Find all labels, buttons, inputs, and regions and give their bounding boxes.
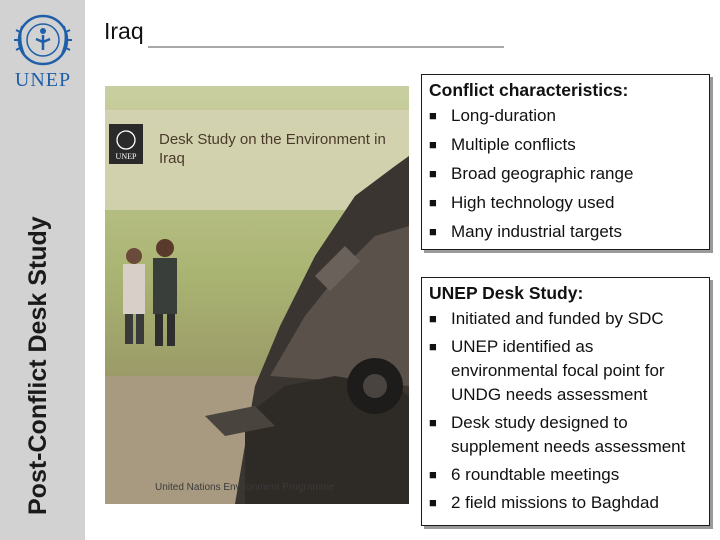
bullet-icon: ■ <box>429 339 437 354</box>
side-band <box>0 0 85 540</box>
list-item: ■ Multiple conflicts <box>429 133 701 157</box>
cover-footer: United Nations Environment Programme <box>155 482 335 493</box>
bullet-icon: ■ <box>429 224 437 239</box>
bullet-icon: ■ <box>429 495 437 510</box>
list-item: ■ Many industrial targets <box>429 220 701 244</box>
unep-desk-study-box <box>421 277 710 526</box>
bullet-icon: ■ <box>429 166 437 181</box>
conflict-characteristics-heading: Conflict characteristics: <box>429 80 629 100</box>
heading-rule <box>148 46 504 48</box>
report-cover-image <box>105 86 409 504</box>
unep-logo-text: UNEP <box>14 69 72 91</box>
list-item: ■ High technology used <box>429 191 701 215</box>
list-item: ■ 6 roundtable meetings <box>429 463 701 487</box>
bullet-icon: ■ <box>429 195 437 210</box>
conflict-characteristics-list <box>429 104 701 244</box>
unep-desk-study-list <box>429 307 701 515</box>
slide-heading: Iraq <box>104 18 144 44</box>
list-item: ■ Broad geographic range <box>429 162 701 186</box>
list-item: ■ Long-duration <box>429 104 701 128</box>
unep-desk-study-heading: UNEP Desk Study: <box>429 283 584 303</box>
unep-logo <box>10 12 76 92</box>
list-item: ■ Initiated and funded by SDC <box>429 307 701 331</box>
bullet-icon: ■ <box>429 467 437 482</box>
list-item: ■ Desk study designed to supplement needs assessment <box>429 413 686 456</box>
bullet-icon: ■ <box>429 311 437 326</box>
bullet-icon: ■ <box>429 137 437 152</box>
un-emblem-icon <box>10 12 76 72</box>
cover-logo-label: UNEP <box>115 152 137 161</box>
list-item: ■ UNEP identified as environmental focal point for UNDG needs assessment <box>429 337 665 404</box>
bullet-icon: ■ <box>429 108 437 123</box>
bullet-icon: ■ <box>429 415 437 430</box>
conflict-characteristics-box <box>421 74 710 250</box>
list-item: ■ 2 field missions to Baghdad <box>429 491 701 515</box>
cover-title: Desk Study on the Environment in Iraq <box>159 131 386 167</box>
vertical-section-title: Post-Conflict Desk Study <box>24 216 52 515</box>
